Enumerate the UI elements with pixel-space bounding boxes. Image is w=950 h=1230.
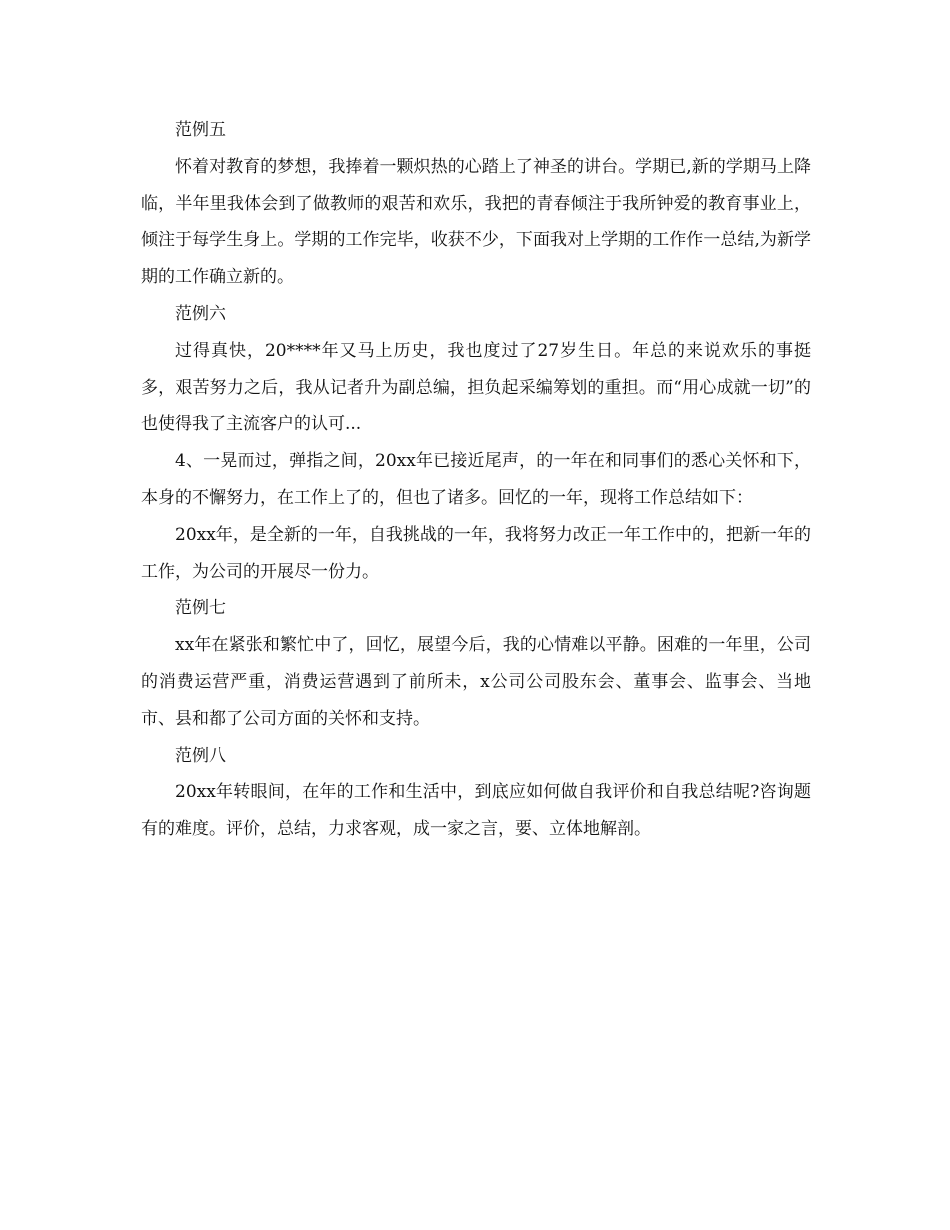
section-heading-example-8: 范例八 xyxy=(175,745,226,766)
paragraph-item-4: 4、一晃而过，弹指之间，20xx年已接近尾声，的一年在和同事们的悉心关怀和下，本身的不懈努力，在工作上了的，但也了诸多。回忆的一年，现将工作总结如下： xyxy=(141,451,811,508)
paragraph-example-6: 过得真快，20****年又马上历史，我也度过了27岁生日。年总的来说欢乐的事挺多，艰苦努力之后，我从记者升为副总编，担负起采编筹划的重担。而“用心成就一切”的也使得我了主流客户的认可... xyxy=(141,340,811,435)
section-heading-example-7: 范例七 xyxy=(175,598,226,619)
section-heading-example-6: 范例六 xyxy=(175,303,226,324)
paragraph-new-year: 20xx年，是全新的一年，自我挑战的一年，我将努力改正一年工作中的，把新一年的工作，为公司的开展尽一份力。 xyxy=(141,524,811,582)
paragraph-example-5: 怀着对教育的梦想，我捧着一颗炽热的心踏上了神圣的讲台。学期已,新的学期马上降临，半年里我体会到了做教师的艰苦和欢乐，我把的青春倾注于我所钟爱的教育事业上，倾注于每学生身上。学期的工作完毕，收获不少，下面我对上学期的工作作一总结,为新学期的工作确立新的。 xyxy=(141,156,811,288)
paragraph-example-7: xx年在紧张和繁忙中了，回忆，展望今后，我的心情难以平静。困难的一年里，公司的消费运营严重，消费运营遇到了前所未，x公司公司股东会、董事会、监事会、当地市、县和都了公司方面的关怀和支持。 xyxy=(141,635,811,729)
document-body xyxy=(141,112,811,848)
paragraph-example-8: 20xx年转眼间，在年的工作和生活中，到底应如何做自我评价和自我总结呢?咨询题有的难度。评价，总结，力求客观，成一家之言，要、立体地解剖。 xyxy=(141,782,811,840)
section-heading-example-5: 范例五 xyxy=(175,120,226,140)
